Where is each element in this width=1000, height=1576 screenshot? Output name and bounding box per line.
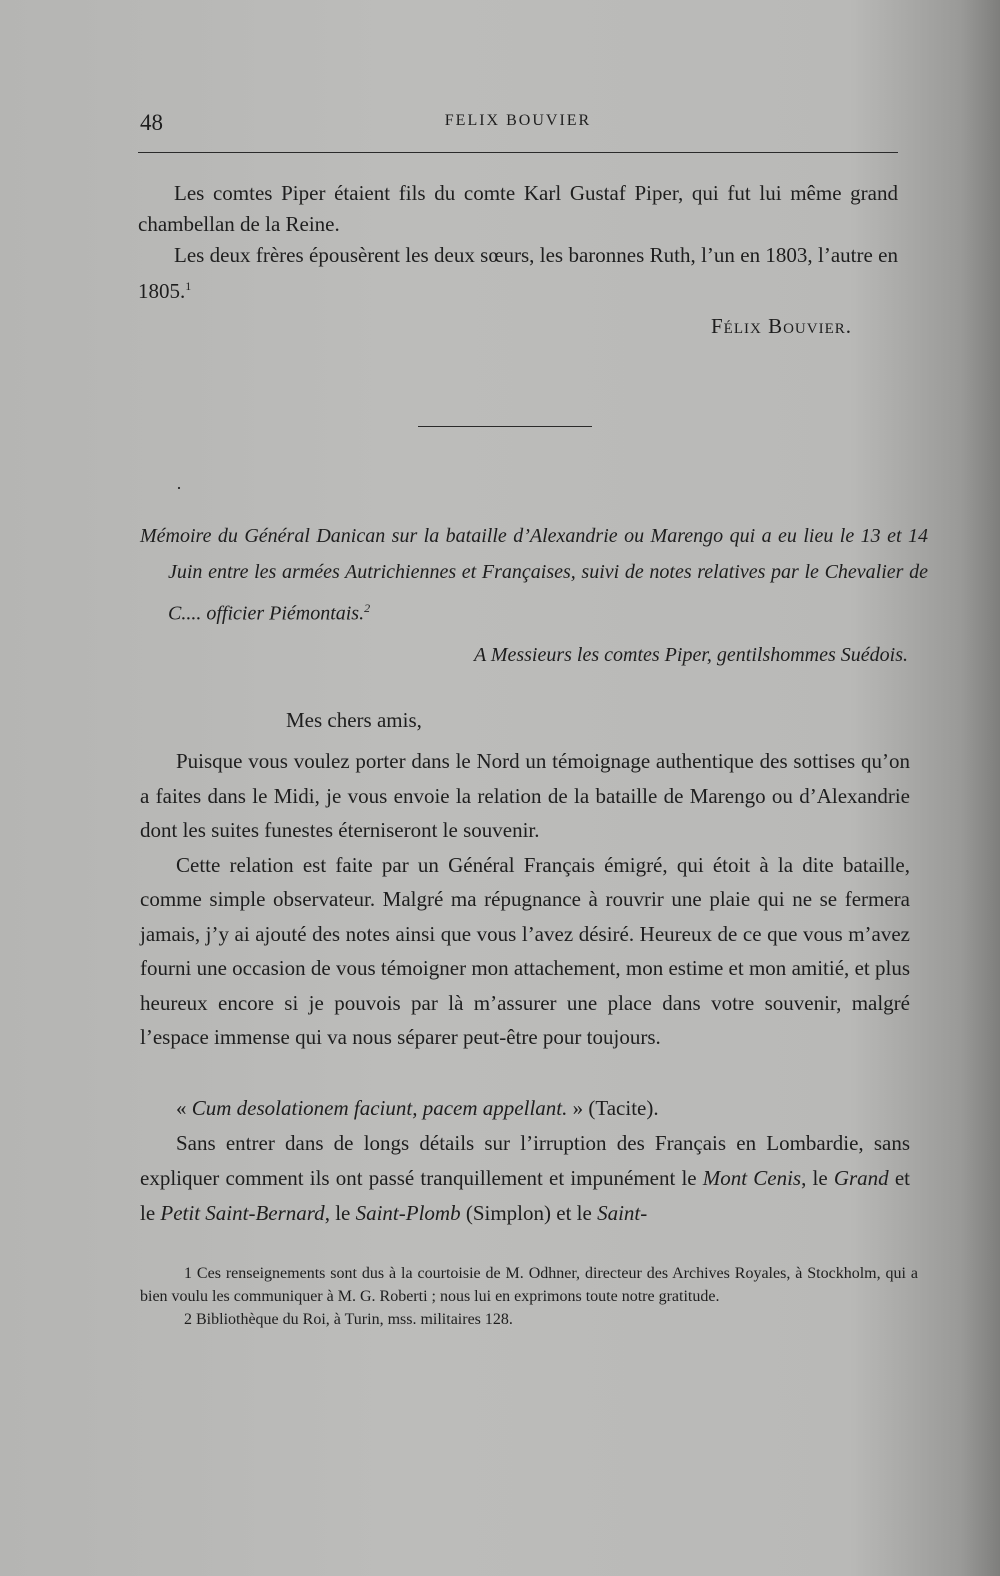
- section-divider: [418, 426, 592, 427]
- dedication: A Messieurs les comtes Piper, gentilshommes Suédois.: [473, 644, 908, 666]
- salutation: Mes chers amis,: [286, 708, 422, 732]
- narrative-body: [140, 1126, 910, 1231]
- author-signature: Félix Bouvier.: [711, 314, 852, 338]
- stray-mark: ·: [176, 478, 182, 498]
- body-paragraph: Cette relation est faite par un Général Français émigré, qui étoit à la dite bataille, comme simple observateur. Malgré ma répugnance à rouvrir une plaie qui ne se fermera jamais, j’y ai ajouté des notes ainsi que vous l’avez désiré. Heureux de ce que vous m’avez fourni une occasion de vous témoigner mon attachement, mon estime et mon amitié, et plus heureux encore si je pouvois par là m’assurer une place dans votre souvenir, malgré l’espace immense qui va nous séparer peut-être pour toujours.: [140, 852, 910, 1049]
- intro-paragraph: Les deux frères épousèrent les deux sœurs, les baronnes Ruth, l’un en 1803, l’autre en 1805.$^1$: [138, 243, 898, 303]
- memoire-title: Mémoire du Général Danican sur la bataille d’Alexandrie ou Marengo qui a eu lieu le 13 et 14 Juin entre les armées Autrichiennes et Françaises, suivi de notes relatives par le Chevalier de C.... officier Piémontais.$^2$: [140, 525, 928, 625]
- letter-body: [140, 744, 910, 1055]
- latin-quote: « Cum desolationem faciunt, pacem appellant. » (Tacite).: [176, 1096, 659, 1120]
- page-number: 48: [140, 110, 163, 135]
- body-paragraph: Puisque vous voulez porter dans le Nord un témoignage authentique des sottises qu’on a faites dans le Midi, je vous envoie la relation de la bataille de Marengo ou d’Alexandrie dont les suites funestes éterniseront le souvenir.: [140, 749, 910, 842]
- footnote: 2 Bibliothèque du Roi, à Turin, mss. militaires 128.: [184, 1311, 513, 1328]
- intro-paragraph: Les comtes Piper étaient fils du comte Karl Gustaf Piper, qui fut lui même grand chambellan de la Reine.: [138, 181, 898, 236]
- running-title: FELIX BOUVIER: [444, 112, 592, 129]
- footnote: 1 Ces renseignements sont dus à la courtoisie de M. Odhner, directeur des Archives Royales, à Stockholm, qui a bien voulu les communiquer à M. G. Roberti ; nous lui en exprimons toute notre gratitude.: [140, 1265, 918, 1305]
- footnote-ref[interactable]: 2: [364, 601, 371, 615]
- footnote-ref[interactable]: 1: [185, 279, 192, 293]
- running-header: [138, 108, 898, 153]
- footnotes: [140, 1262, 918, 1331]
- intro-section: [138, 178, 898, 342]
- body-paragraph: Sans entrer dans de longs détails sur l’irruption des Français en Lombardie, sans expliquer comment ils ont passé tranquillement et impunément le Mont Cenis, le Grand et le Petit Saint-Bernard, le Saint-Plomb (Simplon) et le Saint-: [140, 1131, 911, 1225]
